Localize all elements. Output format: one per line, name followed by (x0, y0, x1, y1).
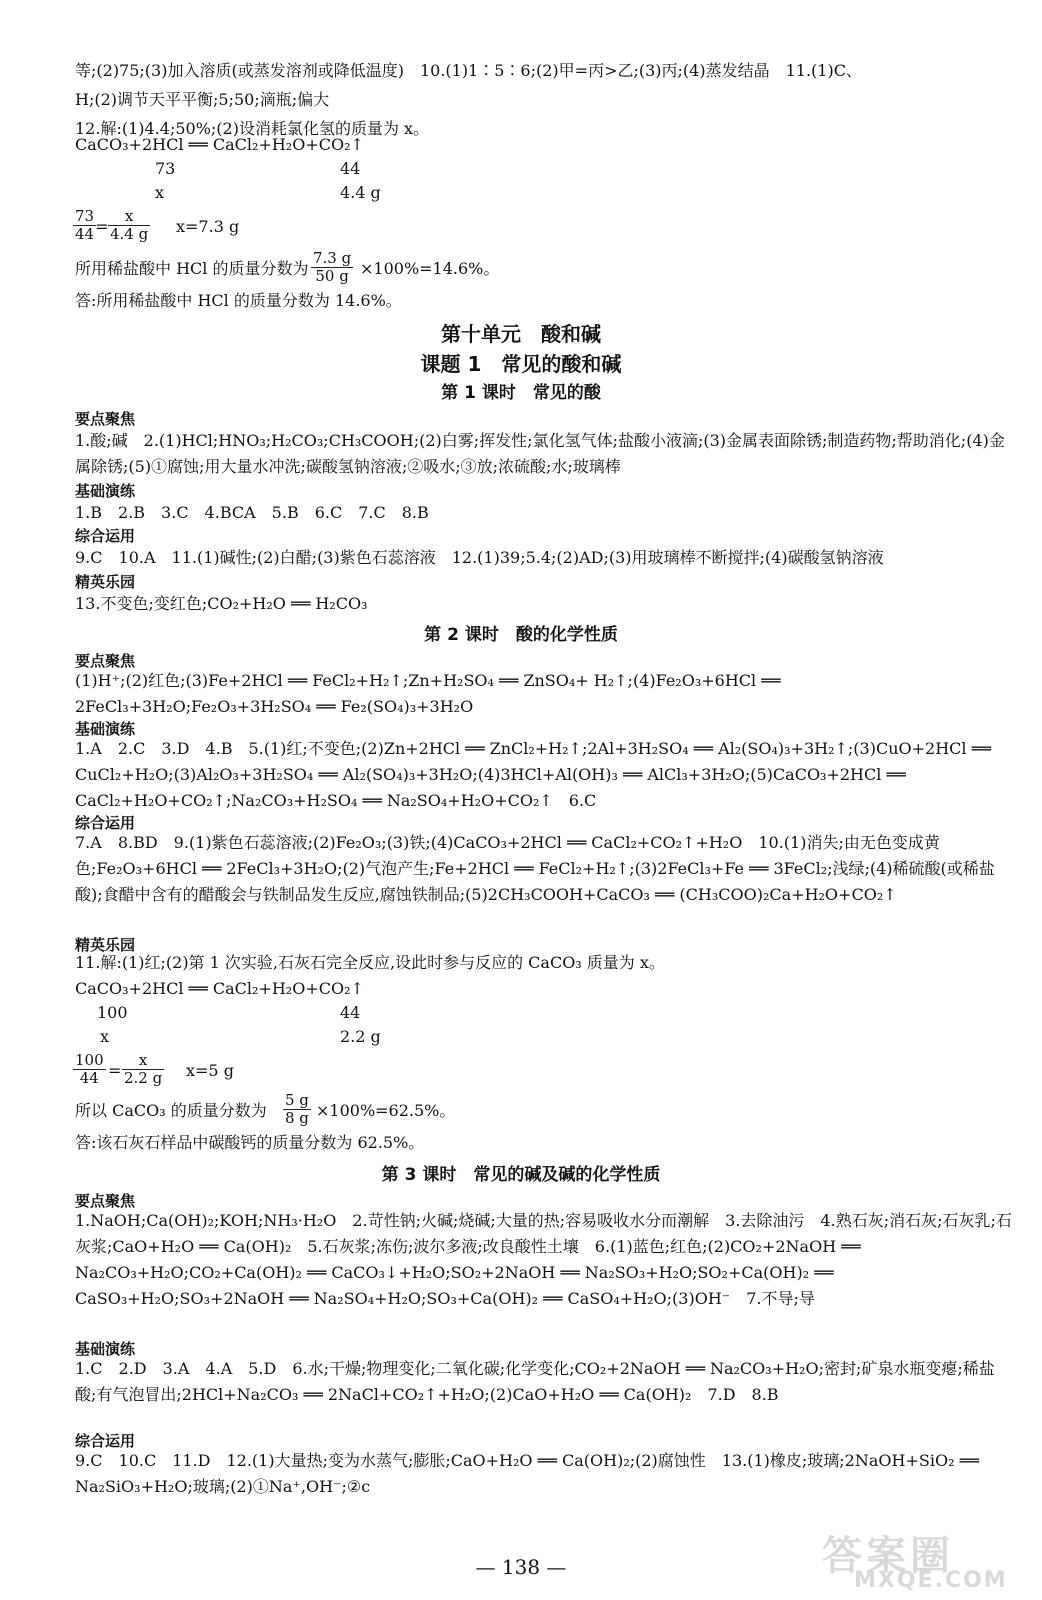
answer-text: 1.B 2.B 3.C 4.BCA 5.B 6.C 7.C 8.B (75, 503, 429, 522)
fraction (108, 208, 150, 243)
page-number: — 138 — (475, 1555, 567, 1579)
period-title: 第 2 课时 酸的化学性质 (424, 625, 618, 645)
equation-mass: 100 (97, 1003, 128, 1022)
fraction (73, 208, 96, 243)
denominator: 50 g (315, 267, 349, 285)
numerator: x (122, 1052, 164, 1070)
fraction (311, 250, 353, 285)
section-heading: 综合运用 (75, 1432, 136, 1450)
section-heading: 基础演练 (75, 1340, 136, 1358)
answer-text: (1)H⁺;(2)红色;(3)Fe+2HCl ══ FeCl₂+H₂↑;Zn+H₂SO₄ ══ ZnSO₄+ H₂↑;(4)Fe₂O₃+6HCl ══ 2FeCl₃+3H₂O;Fe₂O₃+3H₂SO₄ ══ Fe₂(SO₄)₃+3H₂O (75, 671, 781, 716)
fraction (73, 1052, 106, 1087)
section-heading: 要点聚焦 (75, 1192, 136, 1210)
watermark-text: 答案圈 (822, 1533, 954, 1579)
equation-mass: 73 (155, 159, 176, 178)
section-heading: 精英乐园 (75, 573, 136, 591)
denominator: 2.2 g (124, 1069, 163, 1087)
equation-unknown: x (155, 183, 165, 202)
equation-mass: 4.4 g (340, 183, 381, 202)
numerator: x (108, 208, 150, 226)
answer-text: 9.C 10.A 11.(1)碱性;(2)白醋;(3)紫色石蕊溶液 12.(1)39;5.4;(2)AD;(3)用玻璃棒不断搅拌;(4)碳酸氢钠溶液 (75, 548, 884, 567)
numerator: 5 g (285, 1091, 309, 1109)
numerator: 7.3 g (313, 249, 352, 267)
section-heading: 综合运用 (75, 527, 136, 545)
answer-text: 11.解:(1)红;(2)第 1 次实验,石灰石完全反应,设此时参与反应的 CaCO₃ 质量为 x。 (75, 953, 665, 972)
text-line: 等;(2)75;(3)加入溶质(或蒸发溶剂或降低温度) 10.(1)1∶5∶6;(2)甲=丙>乙;(3)丙;(4)蒸发结晶 11.(1)C、 (75, 61, 862, 80)
equation-mass: 44 (340, 159, 361, 178)
fraction (122, 1052, 164, 1087)
text-line: H;(2)调节天平平衡;5;50;滴瓶;偏大 (75, 90, 330, 109)
equation-mass: 2.2 g (340, 1027, 381, 1046)
equals-sign: = (95, 217, 109, 236)
answer-text: 1.A 2.C 3.D 4.B 5.(1)红;不变色;(2)Zn+2HCl ══ ZnCl₂+H₂↑;2Al+3H₂SO₄ ══ Al₂(SO₄)₃+3H₂↑;(3)CuO+2HCl ══ CuCl₂+H₂O;(3)Al₂O₃+3H₂SO₄ ══ Al₂(SO₄)₃+3H₂O;(4)3HCl+Al(OH)₃ ══ AlCl₃+3H₂O;(5)CaCO₃+2HCl ══ CaCl₂+H₂O+CO₂↑;Na₂CO₃+H₂SO₄ ══ Na₂SO₄+H₂O+CO₂↑ 6.C (75, 739, 991, 810)
denominator: 44 (75, 225, 95, 243)
percent-label: 所以 CaCO₃ 的质量分数为 (75, 1101, 267, 1120)
solution: x=5 g (186, 1061, 234, 1080)
section-heading: 要点聚焦 (75, 410, 136, 428)
text-line: 12.解:(1)4.4;50%;(2)设消耗氯化氢的质量为 x。 (75, 119, 430, 138)
answer-line: 答:所用稀盐酸中 HCl 的质量分数为 14.6%。 (75, 291, 402, 310)
top-text-block (75, 56, 1000, 143)
answer-line: 答:该石灰石样品中碳酸钙的质量分数为 62.5%。 (75, 1133, 425, 1152)
chemical-equation: CaCO₃+2HCl ══ CaCl₂+H₂O+CO₂↑ (75, 979, 364, 998)
denominator: 44 (79, 1069, 99, 1087)
numerator: 73 (75, 207, 95, 225)
equation-unknown: x (100, 1027, 110, 1046)
percent-label: 所用稀盐酸中 HCl 的质量分数为 (75, 259, 309, 278)
section-heading: 综合运用 (75, 814, 136, 832)
percent-line (75, 258, 309, 280)
chemical-equation: CaCO₃+2HCl ══ CaCl₂+H₂O+CO₂↑ (75, 135, 364, 154)
equals-sign: = (108, 1061, 122, 1080)
period-title: 第 1 课时 常见的酸 (441, 383, 601, 403)
equation-mass: 44 (340, 1003, 361, 1022)
section-heading: 精英乐园 (75, 936, 136, 954)
answer-text: 1.NaOH;Ca(OH)₂;KOH;NH₃·H₂O 2.苛性钠;火碱;烧碱;大量的热;容易吸收水分而潮解 3.去除油污 4.熟石灰;消石灰;石灰乳;石灰浆;CaO+H₂O ══ Ca(OH)₂ 5.石灰浆;冻伤;波尔多液;改良酸性土壤 6.(1)蓝色;红色;(2)CO₂+2NaOH ══ Na₂CO₃+H₂O;CO₂+Ca(OH)₂ ══ CaCO₃↓+H₂O;SO₂+2NaOH ══ Na₂SO₃+H₂O;SO₂+Ca(OH)₂ ══ CaSO₃+H₂O;SO₃+2NaOH ══ Na₂SO₄+H₂O;SO₃+Ca(OH)₂ ══ CaSO₄+H₂O;(3)OH⁻ 7.不导;导 (75, 1211, 1012, 1308)
section-heading: 基础演练 (75, 482, 136, 500)
section-heading: 基础演练 (75, 720, 136, 738)
unit-title: 第十单元 酸和碱 (441, 322, 601, 346)
answer-text: 9.C 10.C 11.D 12.(1)大量热;变为水蒸气;膨胀;CaO+H₂O ══ Ca(OH)₂;(2)腐蚀性 13.(1)橡皮;玻璃;2NaOH+SiO₂ ══ Na₂SiO₃+H₂O;玻璃;(2)①Na⁺,OH⁻;②c (75, 1451, 979, 1496)
fraction (283, 1092, 311, 1127)
period-title: 第 3 课时 常见的碱及碱的化学性质 (381, 1165, 661, 1185)
answer-text: 1.酸;碱 2.(1)HCl;HNO₃;H₂CO₃;CH₃COOH;(2)白雾;挥发性;氯化氢气体;盐酸小液滴;(3)金属表面除锈;制造药物;帮助消化;(4)金属除锈;(5)①腐蚀;用大量水冲洗;碳酸氢钠溶液;②吸水;③放;浓硫酸;水;玻璃棒 (75, 431, 1005, 476)
answer-text: 1.C 2.D 3.A 4.A 5.D 6.水;干燥;物理变化;二氧化碳;化学变化;CO₂+2NaOH ══ Na₂CO₃+H₂O;密封;矿泉水瓶变瘪;稀盐酸;有气泡冒出;2HCl+Na₂CO₃ ══ 2NaCl+CO₂↑+H₂O;(2)CaO+H₂O ══ Ca(OH)₂ 7.D 8.B (75, 1359, 995, 1404)
watermark-url: MXQE.COM (854, 1568, 1008, 1593)
percent-result: ×100%=14.6%。 (360, 259, 500, 278)
denominator: 8 g (285, 1109, 309, 1127)
watermark-logo (812, 1528, 1022, 1594)
percent-result: ×100%=62.5%。 (316, 1101, 456, 1120)
solution: x=7.3 g (176, 217, 240, 236)
answer-text: 7.A 8.BD 9.(1)紫色石蕊溶液;(2)Fe₂O₃;(3)铁;(4)CaCO₃+2HCl ══ CaCl₂+CO₂↑+H₂O 10.(1)消失;由无色变成黄色;Fe₂O₃+6HCl ══ 2FeCl₃+3H₂O;(2)气泡产生;Fe+2HCl ══ FeCl₂+H₂↑;(3)2FeCl₃+Fe ══ 3FeCl₂;浅绿;(4)稀硫酸(或稀盐酸);食醋中含有的醋酸会与铁制品发生反应,腐蚀铁制品;(5)2CH₃COOH+CaCO₃ ══ (CH₃COO)₂Ca+H₂O+CO₂↑ (75, 833, 995, 904)
answer-text: 13.不变色;变红色;CO₂+H₂O ══ H₂CO₃ (75, 594, 368, 613)
lesson-title: 课题 1 常见的酸和碱 (420, 352, 622, 376)
denominator: 4.4 g (110, 225, 149, 243)
numerator: 100 (75, 1051, 104, 1069)
section-heading: 要点聚焦 (75, 652, 136, 670)
